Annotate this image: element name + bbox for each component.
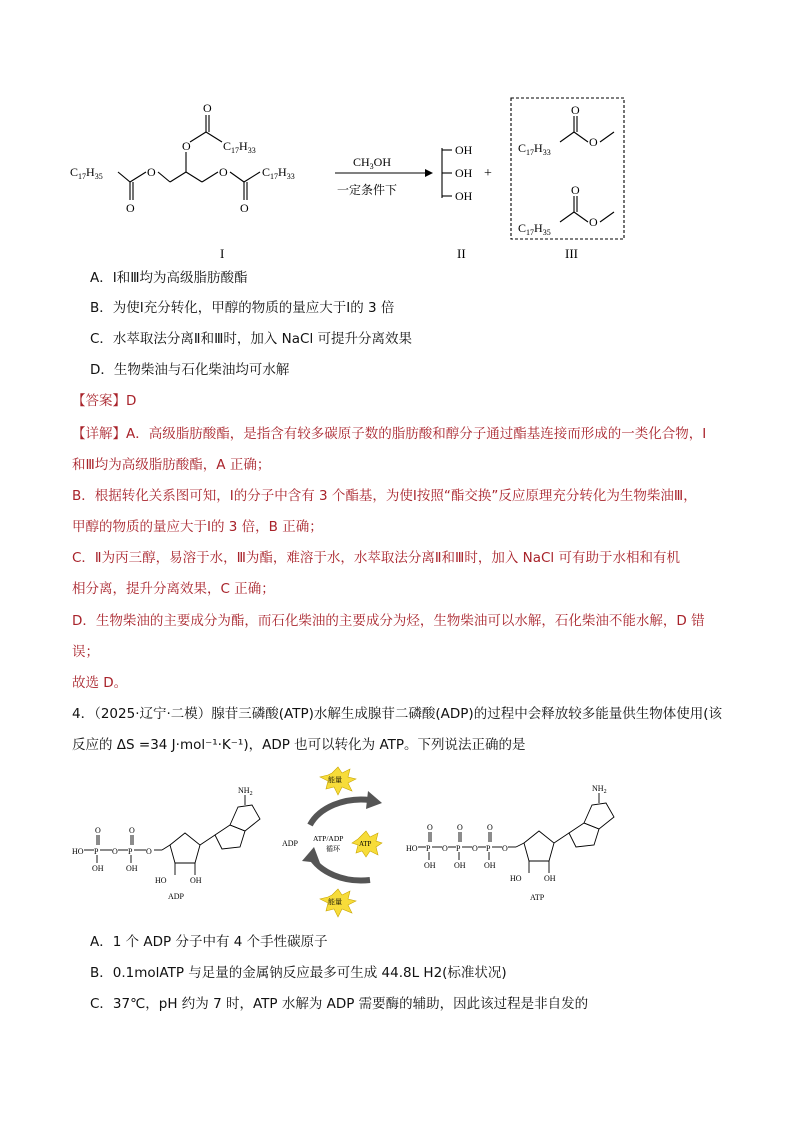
explain-line-5: C．Ⅱ为丙三醇，易溶于水，Ⅲ为酯，难溶于水，水萃取法分离Ⅱ和Ⅲ时，加入 NaCl 可有助于水相和有机 bbox=[72, 550, 680, 566]
atp-ho: HO bbox=[406, 844, 418, 853]
adp-oh1: OH bbox=[92, 864, 104, 873]
energy-label-top: 能量 bbox=[328, 776, 342, 784]
atp-oh2: OH bbox=[454, 861, 466, 870]
atp-o5: O bbox=[457, 823, 463, 832]
adp-ho: HO bbox=[72, 847, 84, 856]
carbonyl-o-5: O bbox=[571, 183, 580, 197]
adp-p2: P bbox=[128, 847, 133, 856]
atp-o1: O bbox=[442, 844, 448, 853]
explain-line-3: B．根据转化关系图可知，Ⅰ的分子中含有 3 个酯基，为使Ⅰ按照“酯交换”反应原理充分转化为生物柴油Ⅲ， bbox=[72, 488, 697, 504]
q3-option-b: B．为使Ⅰ充分转化，甲醇的物质的量应大于Ⅰ的 3 倍 bbox=[90, 300, 395, 316]
adp-o4: O bbox=[129, 826, 135, 835]
atp-p3: P bbox=[486, 844, 491, 853]
carbonyl-o-4: O bbox=[571, 103, 580, 117]
condition-label: 一定条件下 bbox=[337, 183, 398, 197]
oh-2: OH bbox=[455, 166, 473, 180]
q4-stem-line-1: 4．（2025·辽宁·二模）腺苷三磷酸(ATP)水解生成腺苷二磷酸(ADP)的过程中会释放较多能量供生物体使用(该 bbox=[72, 706, 722, 722]
cycle-center-2: 循环 bbox=[326, 845, 340, 853]
q3-option-a: A．Ⅰ和Ⅲ均为高级脂肪酸酯 bbox=[90, 270, 248, 286]
carbonyl-o-2: O bbox=[203, 101, 212, 115]
atp-ho2: HO bbox=[510, 874, 522, 883]
energy-label-bottom: 能量 bbox=[328, 898, 342, 906]
q4-option-c: C．37℃，pH 约为 7 时，ATP 水解为 ADP 需要酶的辅助，因此该过程是非自发的 bbox=[90, 996, 589, 1012]
ester-o-2: O bbox=[182, 139, 191, 153]
atp-adp-figure bbox=[70, 765, 710, 925]
adp-label: ADP bbox=[168, 892, 185, 901]
explain-line-9: 故选 D。 bbox=[72, 675, 128, 691]
oh-3: OH bbox=[455, 189, 473, 203]
carbonyl-o-1: O bbox=[126, 201, 135, 215]
adp-oh3: OH bbox=[190, 876, 202, 885]
cycle-arrowhead-bottom bbox=[302, 847, 320, 863]
label-II: II bbox=[457, 246, 466, 261]
q4-option-a: A．1 个 ADP 分子中有 4 个手性碳原子 bbox=[90, 934, 328, 950]
atp-adp-svg bbox=[70, 765, 710, 925]
oh-1: OH bbox=[455, 143, 473, 157]
adp-o3: O bbox=[95, 826, 101, 835]
cycle-arrowhead-top bbox=[366, 791, 382, 809]
plus-sign: + bbox=[484, 166, 492, 181]
reaction-svg bbox=[60, 90, 700, 270]
atp-p1: P bbox=[426, 844, 431, 853]
compound-I-bonds bbox=[118, 115, 260, 200]
atp-p2: P bbox=[456, 844, 461, 853]
atp-o3: O bbox=[502, 844, 508, 853]
compound-III-box bbox=[511, 98, 624, 239]
atp-molecule bbox=[418, 793, 614, 873]
chain-label-4: $C_{17}H_{33}$ bbox=[518, 141, 551, 157]
atp-o4: O bbox=[427, 823, 433, 832]
cycle-arc-bottom bbox=[310, 855, 370, 881]
compound-III-bonds bbox=[560, 116, 614, 222]
adp-molecule bbox=[84, 795, 260, 875]
cycle-arc-top bbox=[310, 799, 370, 825]
atp-o2: O bbox=[472, 844, 478, 853]
atp-oh4: OH bbox=[544, 874, 556, 883]
adp-o2: O bbox=[146, 847, 152, 856]
atp-nh2: $NH_2$ bbox=[592, 784, 607, 795]
ester-o-4: O bbox=[589, 135, 598, 149]
label-I: I bbox=[220, 246, 225, 261]
adp-ho2: HO bbox=[155, 876, 167, 885]
ester-o-3: O bbox=[219, 165, 228, 179]
adp-p1: P bbox=[94, 847, 99, 856]
cycle-atp-label: ATP bbox=[359, 840, 372, 848]
explain-line-2: 和Ⅲ均为高级脂肪酸酯，A 正确； bbox=[72, 457, 271, 473]
chain-label-2: $C_{17}H_{33}$ bbox=[223, 139, 256, 155]
atp-label: ATP bbox=[530, 893, 545, 902]
chain-label-3: $C_{17}H_{33}$ bbox=[262, 165, 295, 181]
arrow-head bbox=[425, 169, 433, 177]
atp-oh3: OH bbox=[484, 861, 496, 870]
q3-option-d: D．生物柴油与石化柴油均可水解 bbox=[90, 362, 290, 378]
explain-line-8: 误； bbox=[72, 644, 99, 660]
reaction-scheme bbox=[60, 90, 700, 270]
ester-o-1: O bbox=[147, 165, 156, 179]
adp-oh2: OH bbox=[126, 864, 138, 873]
cycle-center-1: ATP/ADP bbox=[313, 834, 344, 843]
cycle-diagram bbox=[282, 767, 382, 917]
q4-option-b: B．0.1molATP 与足量的金属钠反应最多可生成 44.8L H2(标准状况) bbox=[90, 965, 507, 981]
atp-o6: O bbox=[487, 823, 493, 832]
q4-stem-line-2: 反应的 ΔS =34 J·mol⁻¹·K⁻¹)，ADP 也可以转化为 ATP。下列说法正确的是 bbox=[72, 737, 526, 753]
adp-nh2: $NH_2$ bbox=[238, 786, 253, 797]
answer-line: 【答案】D bbox=[72, 393, 137, 409]
atp-oh1: OH bbox=[424, 861, 436, 870]
carbonyl-o-3: O bbox=[240, 201, 249, 215]
cycle-adp-label: ADP bbox=[282, 839, 299, 848]
q3-option-c: C．水萃取法分离Ⅱ和Ⅲ时，加入 NaCl 可提升分离效果 bbox=[90, 331, 413, 347]
explain-line-7: D．生物柴油的主要成分为酯，而石化柴油的主要成分为烃，生物柴油可以水解，石化柴油不能水解，D 错 bbox=[72, 613, 705, 629]
label-III: III bbox=[565, 246, 578, 261]
explain-line-1: 【详解】A．高级脂肪酸酯，是指含有较多碳原子数的脂肪酸和醇分子通过酯基连接而形成的一类化合物，Ⅰ bbox=[72, 426, 707, 442]
explain-line-4: 甲醇的物质的量应大于Ⅰ的 3 倍，B 正确； bbox=[72, 519, 323, 535]
explain-line-6: 相分离，提升分离效果，C 正确； bbox=[72, 581, 275, 597]
compound-II-bonds bbox=[442, 148, 452, 198]
chain-label-1: $C_{17}H_{35}$ bbox=[70, 165, 103, 181]
ester-o-5: O bbox=[589, 215, 598, 229]
reagent-label: $CH_3OH$ bbox=[353, 155, 392, 171]
adp-o1: O bbox=[112, 847, 118, 856]
chain-label-5: $C_{17}H_{35}$ bbox=[518, 221, 551, 237]
